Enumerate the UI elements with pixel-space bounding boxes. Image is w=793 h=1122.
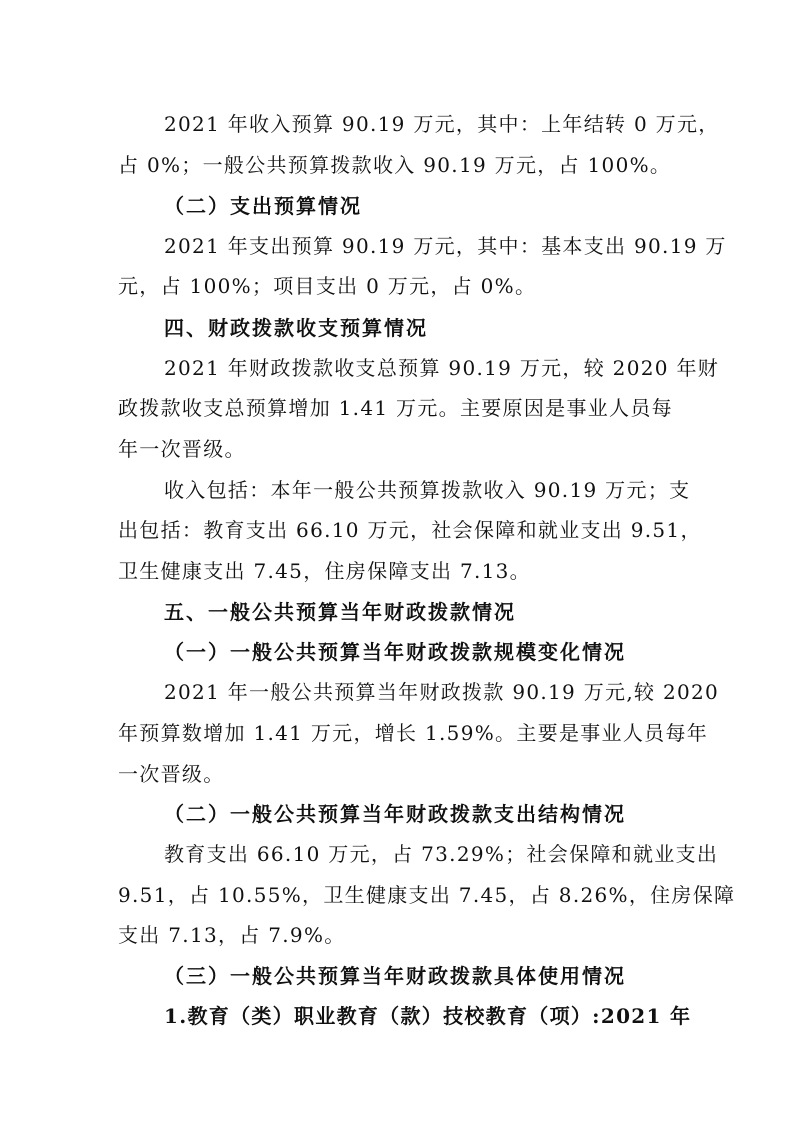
text-line: 年一次晋级。 bbox=[118, 437, 246, 461]
text-line: 2021 年一般公共预算当年财政拨款 90.19 万元,较 2020 bbox=[164, 680, 720, 704]
text-line: 出包括：教育支出 66.10 万元，社会保障和就业支出 9.51， bbox=[118, 518, 702, 542]
text-line: 教育支出 66.10 万元，占 73.29%；社会保障和就业支出 bbox=[164, 842, 719, 866]
text-line: 2021 年支出预算 90.19 万元，其中：基本支出 90.19 万 bbox=[164, 234, 727, 258]
subsection-heading: （三）一般公共预算当年财政拨款具体使用情况 bbox=[164, 964, 626, 988]
section-heading: 四、财政拨款收支预算情况 bbox=[164, 316, 428, 340]
text-line: 收入包括：本年一般公共预算拨款收入 90.19 万元；支 bbox=[164, 478, 691, 502]
text-line: 占 0%；一般公共预算拨款收入 90.19 万元，占 100%。 bbox=[118, 153, 672, 177]
section-heading: 五、一般公共预算当年财政拨款情况 bbox=[164, 600, 516, 624]
text-line: 9.51，占 10.55%，卫生健康支出 7.45，占 8.26%，住房保障 bbox=[118, 883, 736, 907]
text-line: 2021 年收入预算 90.19 万元，其中：上年结转 0 万元， bbox=[164, 112, 720, 136]
text-line: 元，占 100%；项目支出 0 万元，占 0%。 bbox=[118, 274, 537, 298]
text-line: 一次晋级。 bbox=[118, 762, 225, 786]
text-line: 2021 年财政拨款收支总预算 90.19 万元，较 2020 年财 bbox=[164, 356, 720, 380]
text-line: 1.教育（类）职业教育（款）技校教育（项）:2021 年 bbox=[164, 1004, 692, 1028]
section-heading: （二）支出预算情况 bbox=[164, 194, 362, 218]
text-line: 年预算数增加 1.41 万元，增长 1.59%。主要是事业人员每年 bbox=[118, 721, 709, 745]
subsection-heading: （二）一般公共预算当年财政拨款支出结构情况 bbox=[164, 802, 626, 826]
text-line: 政拨款收支总预算增加 1.41 万元。主要原因是事业人员每 bbox=[118, 396, 673, 420]
subsection-heading: （一）一般公共预算当年财政拨款规模变化情况 bbox=[164, 640, 626, 664]
text-line: 支出 7.13，占 7.9%。 bbox=[118, 923, 346, 947]
text-line: 卫生健康支出 7.45，住房保障支出 7.13。 bbox=[118, 559, 531, 583]
